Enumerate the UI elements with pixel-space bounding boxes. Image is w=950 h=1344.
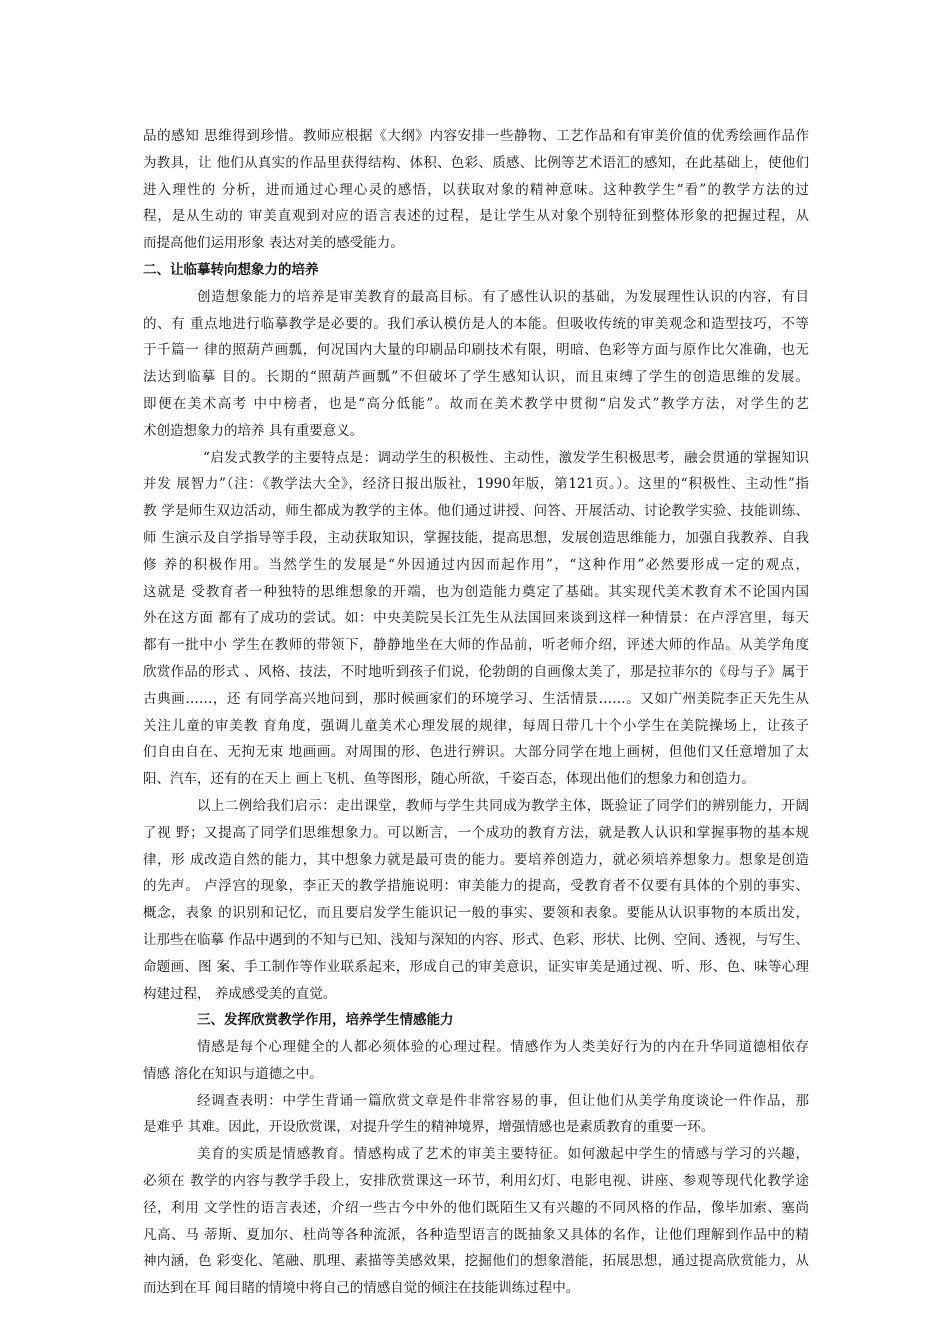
text-line: 并发 展智力”（注：《教学法大全》，经济日报出版社，1990年版，第121页。）。这里的“积极性、主动性”指 — [143, 476, 809, 493]
text-line: 教 学是师生双边活动，师生都成为教学的主体。他们通过讲授、问答、开展活动、讨论教学实验、技能训练、 — [143, 503, 809, 520]
text-line: 法达到临摹 目的。长期的“照葫芦画瓢”不但破坏了学生感知认识，而且束缚了学生的创造思维的发展。 — [143, 369, 809, 386]
text-line: 品的感知 思维得到珍惜。教师应根据《大纲》内容安排一些静物、工艺作品和有审美价值的优秀绘画作品作 — [143, 128, 809, 144]
text-line: 凡高、马 蒂斯、夏加尔、杜尚等各种流派，各种造型语言的既抽象又具体的名作，让他们理解到作品中的精 — [143, 1226, 809, 1243]
paragraph-6 — [143, 1088, 809, 1142]
text-line: 必须在 教学的内容与教学手段上，安排欣赏课这一环节，利用幻灯、电影电视、讲座、参观等现代化教学途 — [143, 1173, 809, 1190]
text-line: 情感是每个心理健全的人都必须体验的心理过程。情感作为人类美好行为的内在升华同道德相依存 — [197, 1039, 809, 1056]
text-line: 古典画……，还 有同学高兴地问到，那时候画家们的环境学习、生活情景……。又如广州美院李正天先生从 — [143, 690, 809, 707]
paragraph-1 — [143, 123, 809, 257]
text-line: 创造想象能力的培养是审美教育的最高目标。有了感性认识的基础，为发展理性认识的内容，有目 — [197, 288, 809, 305]
text-line: 这就是 受教育者一种独特的思维想象的开端，也为创造能力奠定了基础。其实现代美术教育术不论国内国 — [143, 583, 809, 600]
text-line: 神内涵，色 彩变化、笔融、肌理、素描等美感效果，挖掘他们的想象潜能，拓展思想，通过提高欣赏能力，从 — [143, 1253, 809, 1270]
text-line: 为教具，让 他们从真实的作品里获得结构、体积、色彩、质感、比例等艺术语汇的感知，在此基础上，使他们 — [143, 154, 809, 171]
text-line: 以上二例给我们启示：走出课堂，教师与学生共同成为教学主体，既验证了同学们的辨别能力，开阔 — [197, 797, 809, 814]
text-line: 修 养的积极作用。当然学生的发展是“外因通过内因而起作用”，“这种作用”必然要形成一定的观点， — [143, 556, 809, 573]
text-line: 的、有 重点地进行临摹教学是必要的。我们承认模仿是人的本能。但吸收传统的审美观念和造型技巧，不等 — [143, 315, 809, 332]
text-line: 程，是从生动的 审美直观到对应的语言表述的过程，是让学生从对象个别特征到整体形象的把握过程，从 — [143, 208, 809, 225]
text-line: 径，利用 文学性的语言表述，介绍一些古今中外的他们既陌生又有兴趣的不同风格的作品，像毕加索、塞尚 — [143, 1199, 809, 1216]
text-line: 的先声。 卢浮宫的现象，李正天的教学措施说明：审美能力的提高，受教育者不仅要有具体的个别的事实、 — [143, 878, 809, 895]
text-line: 经调查表明：中学生背诵一篇欣赏文章是件非常容易的事，但让他们从美学角度谈论一件作品，那 — [197, 1092, 809, 1109]
text-line: 而提高他们运用形象 表达对美的感受能力。 — [143, 235, 404, 252]
text-line: 是难乎 其难。因此，开设欣赏课，对提升学生的精神境界，增强情感也是素质教育的重要一环。 — [143, 1119, 715, 1136]
text-line: 阳、汽车，还有的在天上 画上飞机、鱼等图形，随心所欲，千姿百态，体现出他们的想象力和创造力。 — [143, 771, 755, 788]
text-line: 外在这方面 都有了成功的尝试。如：中央美院吴长江先生从法国回来谈到这样一种情景：在卢浮宫里，每天 — [143, 610, 809, 627]
text-line: 师 生演示及自学指导等手段，主动获取知识，掌握技能，提高思想，发展创造思维能力，加强自我教养、自我 — [143, 529, 809, 546]
text-line: 概念，表象 的识别和记忆，而且要启发学生能识记一般的事实、要领和表象。要能从认识事物的本质出发， — [143, 905, 809, 922]
paragraph-4 — [143, 793, 809, 1007]
text-line: 术创造想象力的培养 具有重要意义。 — [143, 422, 364, 439]
text-line: 律，形 成改造自然的能力，其中想象力就是最可贵的能力。要培养创造力，就必须培养想象力。想象是创造 — [143, 851, 809, 868]
text-line: “启发式教学的主要特点是：调动学生的积极性、主动性，激发学生积极思考，融会贯通的掌握知识 — [203, 449, 809, 466]
text-line: 命题画、图 案、手工制作等作业联系起来，形成自己的审美意识，证实审美是通过视、听、形、色、味等心理 — [143, 958, 809, 975]
text-line: 构建过程， 养成感受美的直觉。 — [143, 985, 337, 1002]
paragraph-7 — [143, 1141, 809, 1302]
text-line: 情感 溶化在知识与道德之中。 — [143, 1065, 323, 1082]
section-heading-3: 三、发挥欣赏教学作用，培养学生情感能力 — [197, 1012, 454, 1029]
text-line: 而达到在耳 闻目睹的情境中将自己的情感自觉的倾注在技能训练过程中。 — [143, 1280, 580, 1297]
text-line: 欣赏作品的形式 、风格、技法，不时地听到孩子们说，伦勃朗的自画像太美了，那是拉菲尔的《母与子》属于 — [143, 663, 809, 680]
text-line: 进入理性的 分析，进而通过心理心灵的感悟，以获取对象的精神意味。这种教学生“看”的教学方法的过 — [143, 181, 809, 198]
text-line: 都有一批中小 学生在教师的带领下，静静地坐在大师的作品前，听老师介绍，评述大师的作品。从美学角度 — [143, 637, 809, 654]
text-line: 了视 野；又提高了同学们思维想象力。可以断言，一个成功的教育方法，就是教人认识和掌握事物的基本规 — [143, 824, 809, 841]
paragraph-5 — [143, 1034, 809, 1088]
text-line: 即便在美术高考 中中榜者，也是“高分低能”。故而在美术教学中贯彻“启发式”教学方法，对学生的艺 — [143, 395, 809, 412]
text-line: 关注儿童的审美教 育角度，强调儿童美术心理发展的规律，每周日带几十个小学生在美院操场上，让孩子 — [143, 717, 809, 734]
text-line: 们自由自在、无拘无束 地画画。对周围的形、色进行辨识。大部分同学在地上画树，但他们又任意增加了太 — [143, 744, 809, 761]
text-line: 美育的实质是情感教育。情感构成了艺术的审美主要特征。如何激起中学生的情感与学习的兴趣， — [197, 1146, 809, 1163]
paragraph-3 — [143, 445, 809, 793]
document-page — [143, 123, 809, 1302]
section-heading-2: 二、让临摹转向想象力的培养 — [143, 261, 319, 278]
paragraph-2 — [143, 284, 809, 445]
text-line: 于千篇一 律的照葫芦画瓢，何况国内大量的印刷品印刷技术有限，明暗、色彩等方面与原作比欠准确，也无 — [143, 342, 809, 359]
text-line: 让那些在临摹 作品中遇到的不知与已知、浅知与深知的内容、形式、色彩、形状、比例、空间、透视，与写生、 — [143, 931, 809, 948]
